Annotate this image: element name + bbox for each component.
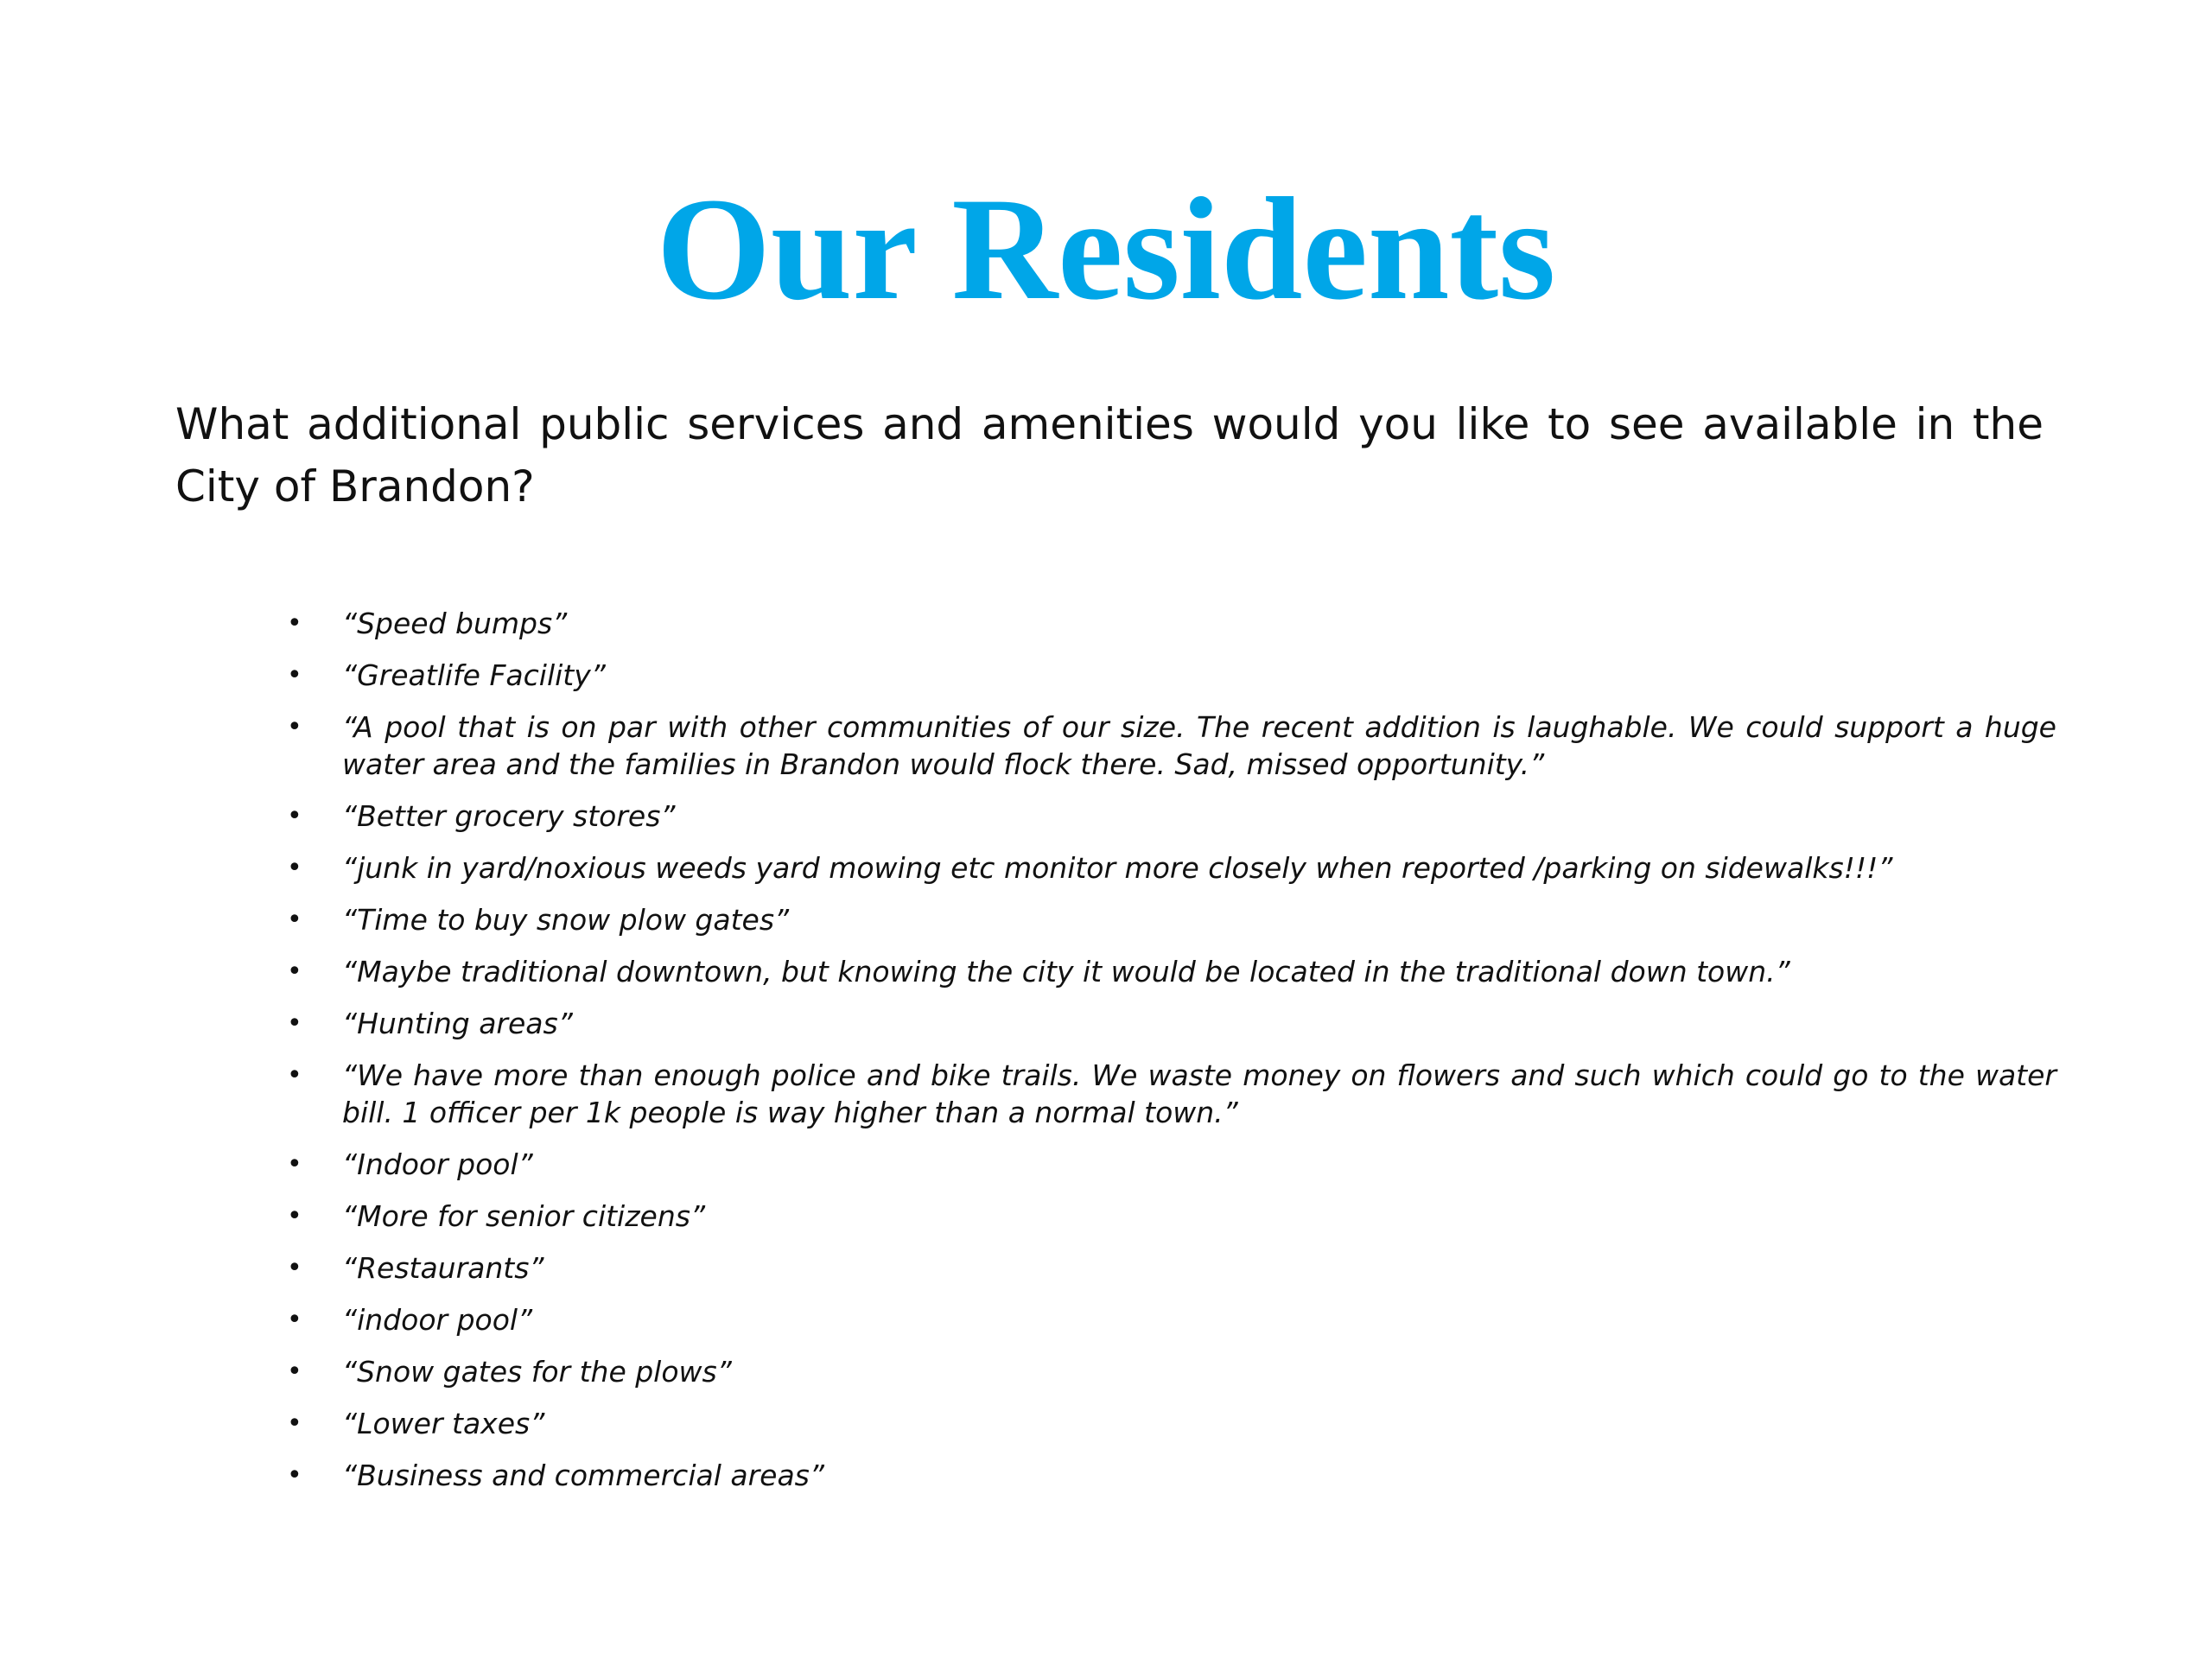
response-text: “Indoor pool” bbox=[342, 1147, 533, 1181]
survey-question: What additional public services and amenities would you like to see available in the City of Brandon? bbox=[175, 399, 2044, 512]
response-item bbox=[276, 798, 2056, 835]
response-item bbox=[276, 1301, 2056, 1338]
response-text: “Business and commercial areas” bbox=[342, 1459, 824, 1492]
response-item bbox=[276, 709, 2056, 783]
response-item bbox=[276, 1249, 2056, 1287]
response-text: “A pool that is on par with other communities of our size. The recent addition is laughable. We could support a huge water area and the families in Brandon would flock there. Sad, missed opportunity.” bbox=[342, 710, 2056, 781]
response-item bbox=[276, 605, 2056, 642]
bullet-icon: • bbox=[287, 1460, 302, 1491]
response-text: “Better grocery stores” bbox=[342, 799, 676, 833]
response-text: “Snow gates for the plows” bbox=[342, 1355, 732, 1389]
response-text: “Hunting areas” bbox=[342, 1007, 573, 1040]
bullet-icon: • bbox=[287, 1408, 302, 1439]
response-item bbox=[276, 1198, 2056, 1235]
response-text: “We have more than enough police and bike trails. We waste money on flowers and such which could go to the water bill. 1 officer per 1k people is way higher than a normal town.” bbox=[342, 1058, 2056, 1129]
bullet-icon: • bbox=[287, 957, 302, 987]
response-item bbox=[276, 1005, 2056, 1042]
response-text: “Speed bumps” bbox=[342, 607, 568, 640]
bullet-icon: • bbox=[287, 1060, 302, 1090]
response-item bbox=[276, 1457, 2056, 1494]
response-text: “indoor pool” bbox=[342, 1303, 533, 1337]
response-item bbox=[276, 657, 2056, 694]
response-text: “Restaurants” bbox=[342, 1251, 544, 1285]
response-text: “Greatlife Facility” bbox=[342, 658, 606, 692]
response-item bbox=[276, 1057, 2056, 1131]
bullet-icon: • bbox=[287, 905, 302, 935]
bullet-icon: • bbox=[287, 1149, 302, 1179]
bullet-icon: • bbox=[287, 608, 302, 639]
bullet-icon: • bbox=[287, 712, 302, 742]
bullet-icon: • bbox=[287, 660, 302, 690]
bullet-icon: • bbox=[287, 853, 302, 883]
response-item bbox=[276, 1146, 2056, 1183]
bullet-icon: • bbox=[287, 1201, 302, 1231]
bullet-icon: • bbox=[287, 1305, 302, 1335]
bullet-icon: • bbox=[287, 801, 302, 831]
response-item bbox=[276, 849, 2056, 887]
response-list bbox=[276, 605, 2056, 1509]
response-text: “Lower taxes” bbox=[342, 1407, 545, 1440]
response-text: “junk in yard/noxious weeds yard mowing etc monitor more closely when reported /parking on sidewalks!!!” bbox=[342, 851, 1893, 885]
bullet-icon: • bbox=[287, 1357, 302, 1387]
response-text: “Time to buy snow plow gates” bbox=[342, 903, 790, 937]
response-text: “More for senior citizens” bbox=[342, 1199, 706, 1233]
response-item bbox=[276, 1353, 2056, 1390]
bullet-icon: • bbox=[287, 1008, 302, 1039]
response-text: “Maybe traditional downtown, but knowing the city it would be located in the traditional down town.” bbox=[342, 955, 1790, 988]
response-item bbox=[276, 901, 2056, 938]
response-item bbox=[276, 1405, 2056, 1442]
slide-title: Our Residents bbox=[656, 168, 1556, 330]
response-item bbox=[276, 953, 2056, 990]
bullet-icon: • bbox=[287, 1253, 302, 1283]
